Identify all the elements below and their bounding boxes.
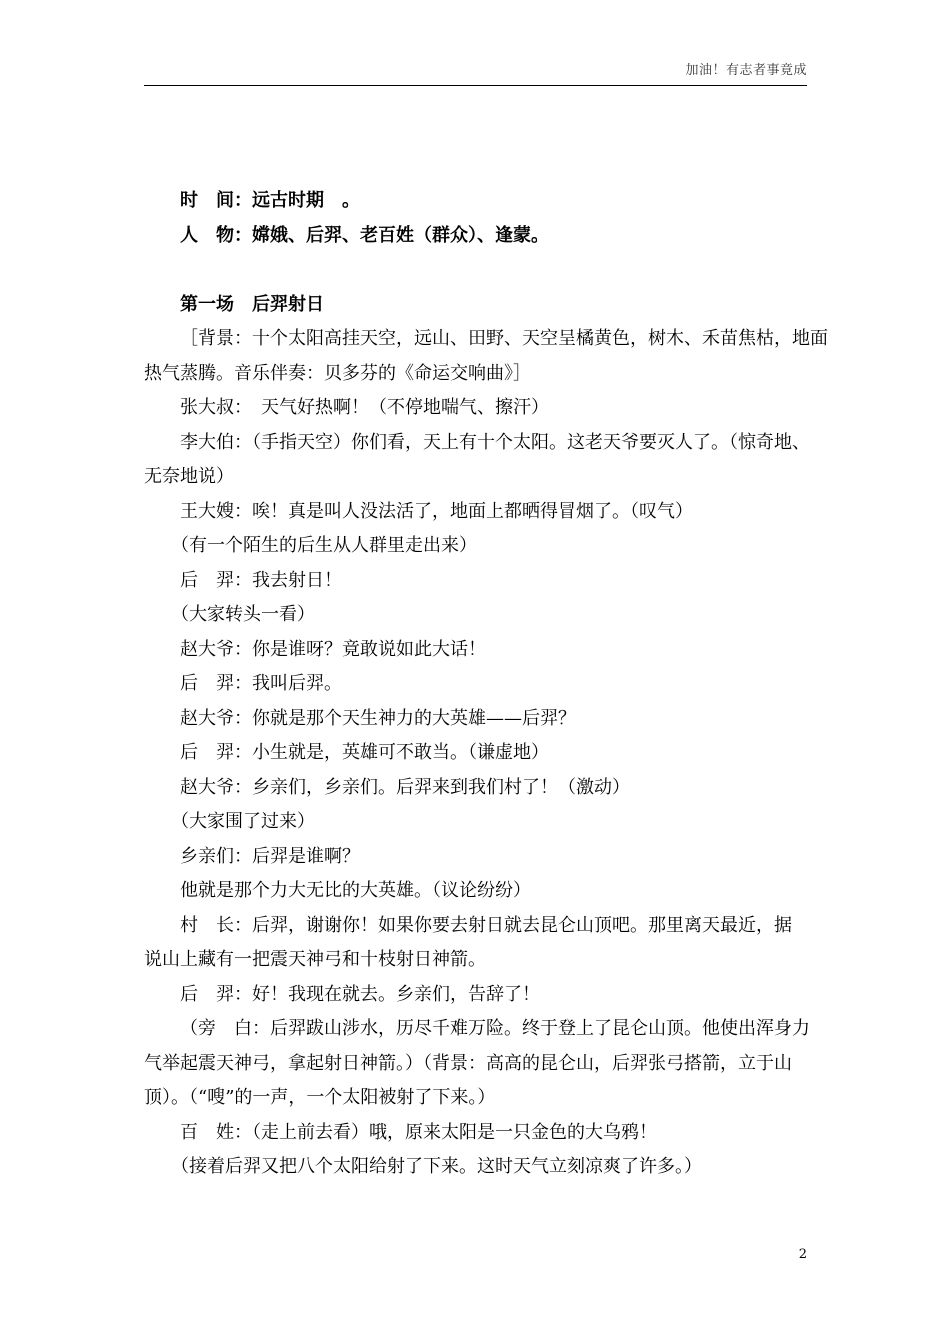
script-line: 热气蒸腾。音乐伴奏：贝多芬的《命运交响曲》］ (144, 362, 531, 384)
script-line: 后 羿：我叫后羿。 (180, 673, 342, 694)
page-number: 2 (798, 1247, 807, 1262)
script-line: 说山上藏有一把震天神弓和十枝射日神箭。 (144, 949, 486, 970)
script-line: 无奈地说） (144, 466, 234, 487)
script-line: ［背景：十个太阳高挂天空，远山、田野、天空呈橘黄色，树木、禾苗焦枯，地面 (180, 328, 828, 349)
script-line: 李大伯：（手指天空）你们看，天上有十个太阳。这老天爷要灭人了。（惊奇地、 (180, 431, 810, 453)
page-header (144, 0, 807, 86)
script-line: （有一个陌生的后生从人群里走出来） (171, 535, 477, 556)
script-line: 后 羿：我去射日！ (180, 569, 342, 591)
time-line: 时 间：远古时期 。 (180, 190, 360, 211)
characters-line: 人 物：嫦娥、后羿、老百姓（群众）、逢蒙。 (180, 224, 549, 246)
document-body (144, 184, 828, 1185)
script-line: 后 羿：小生就是，英雄可不敢当。（谦虚地） (180, 742, 549, 763)
script-line: （大家转头一看） (171, 604, 315, 625)
script-line: 赵大爷：乡亲们，乡亲们。后羿来到我们村了！（激动） (180, 776, 630, 798)
script-line: （旁 白：后羿跋山涉水，历尽千难万险。终于登上了昆仑山顶。他使出浑身力 (180, 1018, 810, 1039)
script-line: 乡亲们：后羿是谁啊？ (180, 845, 360, 867)
script-line: （接着后羿又把八个太阳给射了下来。这时天气立刻凉爽了许多。） (171, 1156, 702, 1177)
script-line: 后 羿：好！我现在就去。乡亲们，告辞了！ (180, 983, 540, 1005)
script-line: 赵大爷：你是谁呀？竟敢说如此大话！ (180, 638, 486, 660)
script-line: 百 姓：（走上前去看）哦，原来太阳是一只金色的大乌鸦！ (180, 1121, 657, 1143)
script-line: 王大嫂：唉！真是叫人没法活了，地面上都晒得冒烟了。（叹气） (180, 500, 693, 522)
script-line: 顶）。（“嗖”的一声，一个太阳被射了下来。） (144, 1087, 496, 1108)
script-line: （大家围了过来） (171, 811, 315, 832)
spacer (144, 253, 807, 288)
script-line: 气举起震天神弓，拿起射日神箭。）（背景：高高的昆仑山，后羿张弓搭箭，立于山 (144, 1052, 792, 1074)
script-line: 他就是那个力大无比的大英雄。（议论纷纷） (180, 880, 531, 901)
script-line: 赵大爷：你就是那个天生神力的大英雄——后羿？ (180, 707, 576, 729)
header-text: 加油！有志者事竟成 (685, 63, 807, 78)
script-line: 张大叔： 天气好热啊！（不停地喘气、擦汗） (180, 397, 549, 418)
scene-title: 第一场 后羿射日 (180, 293, 324, 315)
script-line: 村 长：后羿，谢谢你！如果你要去射日就去昆仑山顶吧。那里离天最近，据 (180, 914, 792, 936)
